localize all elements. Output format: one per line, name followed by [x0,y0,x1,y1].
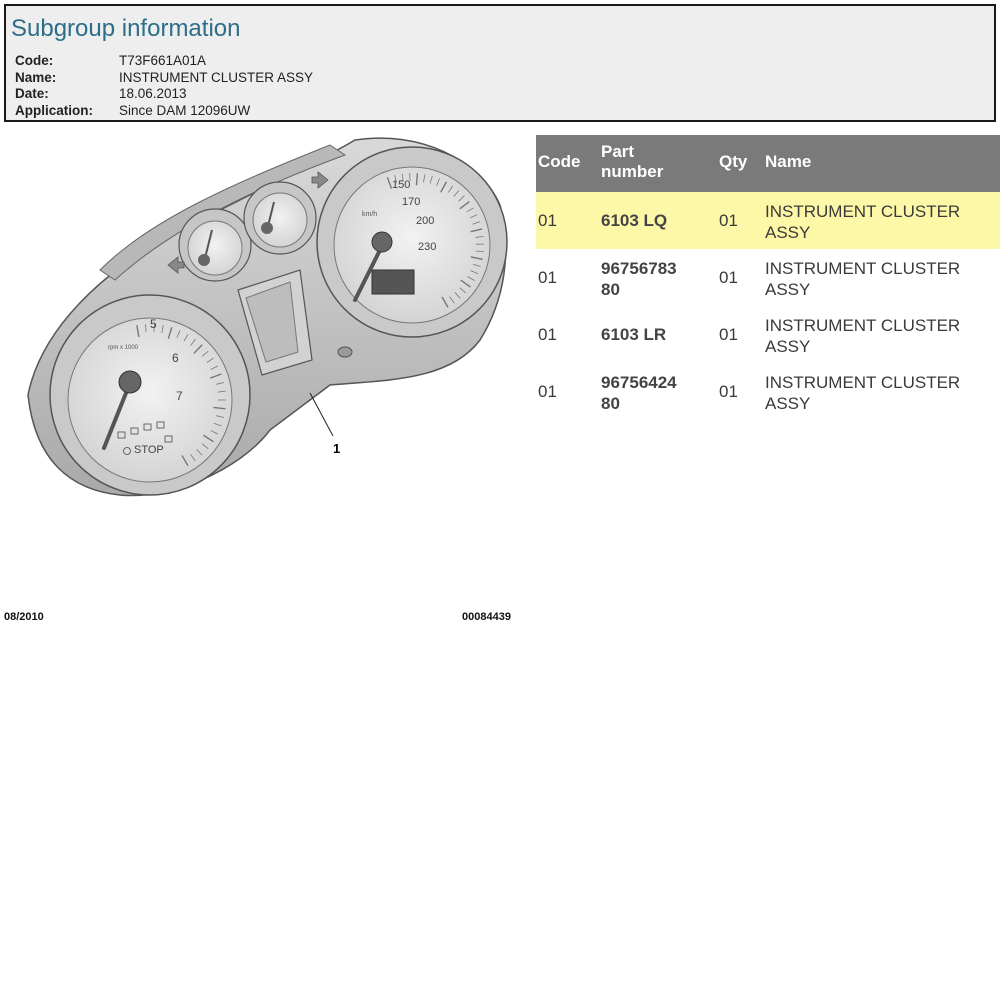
field-application-label: Application: [15,102,93,118]
row-name-line2: ASSY [765,394,811,413]
field-application [15,103,313,120]
table-row[interactable] [536,306,1000,363]
tacho-unit: rpm x 1000 [108,345,139,351]
speedo-unit: km/h [362,211,378,218]
field-date-value: 18.06.2013 [119,86,187,101]
tacho-label-5: 5 [150,317,157,331]
illustration-date: 08/2010 [4,611,44,623]
row-part-number[interactable] [599,306,717,363]
row-qty: 01 [719,325,738,344]
row-qty: 01 [719,382,738,401]
speedo-label-200: 200 [416,215,435,227]
temp-gauge-hub [261,222,273,234]
callout-leader-line [310,393,333,436]
row-qty: 01 [719,211,738,230]
row-name-line2: ASSY [765,280,811,299]
table-row[interactable] [536,192,1000,249]
fuel-gauge-hub [198,254,210,266]
subgroup-fields [15,53,313,119]
speedo-label-170: 170 [402,196,421,208]
parts-table-header [536,135,1000,192]
instrument-cluster-illustration [0,130,530,530]
tacho-label-7: 7 [176,389,183,403]
subgroup-title: Subgroup information [11,15,241,42]
field-date [15,86,313,103]
tachometer-hub [119,371,141,393]
speedo-label-150: 150 [392,179,411,191]
row-part-line1: 96756424 [601,373,677,392]
row-code: 01 [538,268,557,287]
row-name-line2: ASSY [765,223,811,242]
row-part-line2: 80 [601,394,620,413]
instrument-cluster-drawing [0,130,530,530]
header-part-line1: Part [601,142,635,161]
row-code: 01 [538,325,557,344]
field-application-value: Since DAM 12096UW [119,102,251,118]
header-part-line2: number [601,162,664,181]
field-name-value: INSTRUMENT CLUSTER ASSY [119,69,314,85]
row-part-line1: 6103 LQ [601,211,668,230]
row-qty: 01 [719,268,738,287]
table-row[interactable] [536,249,1000,306]
row-name-line1: INSTRUMENT CLUSTER [765,373,961,392]
row-name-line1: INSTRUMENT CLUSTER [765,202,961,221]
header-qty: Qty [719,152,748,171]
row-code: 01 [538,211,557,230]
stop-warning-text: STOP [134,444,164,456]
header-code: Code [538,152,581,171]
field-name-label: Name: [15,69,57,85]
field-date-label: Date: [15,86,49,101]
row-part-line1: 96756783 [601,259,677,278]
subgroup-info-panel [4,4,996,122]
odometer-display [372,270,414,294]
row-part-number[interactable] [599,249,717,306]
row-part-number[interactable] [599,192,717,249]
speedometer-hub [372,232,392,252]
field-code [15,53,313,70]
tachometer-face [68,318,232,482]
parts-table [536,135,1000,420]
header-part-number [599,135,717,192]
row-name [763,363,1000,420]
field-code-value: T73F661A01A [119,53,207,68]
row-name-line1: INSTRUMENT CLUSTER [765,259,961,278]
row-part-line2: 80 [601,280,620,299]
field-code-label: Code: [15,53,54,68]
row-name [763,249,1000,306]
row-code: 01 [538,382,557,401]
speedo-label-230: 230 [418,241,437,253]
row-name-line1: INSTRUMENT CLUSTER [765,316,961,335]
field-name [15,70,313,87]
temp-gauge-face [253,193,307,247]
header-name: Name [765,152,812,171]
fuel-gauge-face [188,221,242,275]
table-row[interactable] [536,363,1000,420]
row-part-line1: 6103 LR [601,325,667,344]
illustration-reference: 00084439 [462,611,511,623]
row-name-line2: ASSY [765,337,811,356]
callout-number: 1 [333,441,341,456]
row-part-number[interactable] [599,363,717,420]
tacho-label-6: 6 [172,351,179,365]
row-name [763,192,1000,249]
gauge-tick [416,173,417,185]
trip-reset-button [338,347,352,357]
row-name [763,306,1000,363]
